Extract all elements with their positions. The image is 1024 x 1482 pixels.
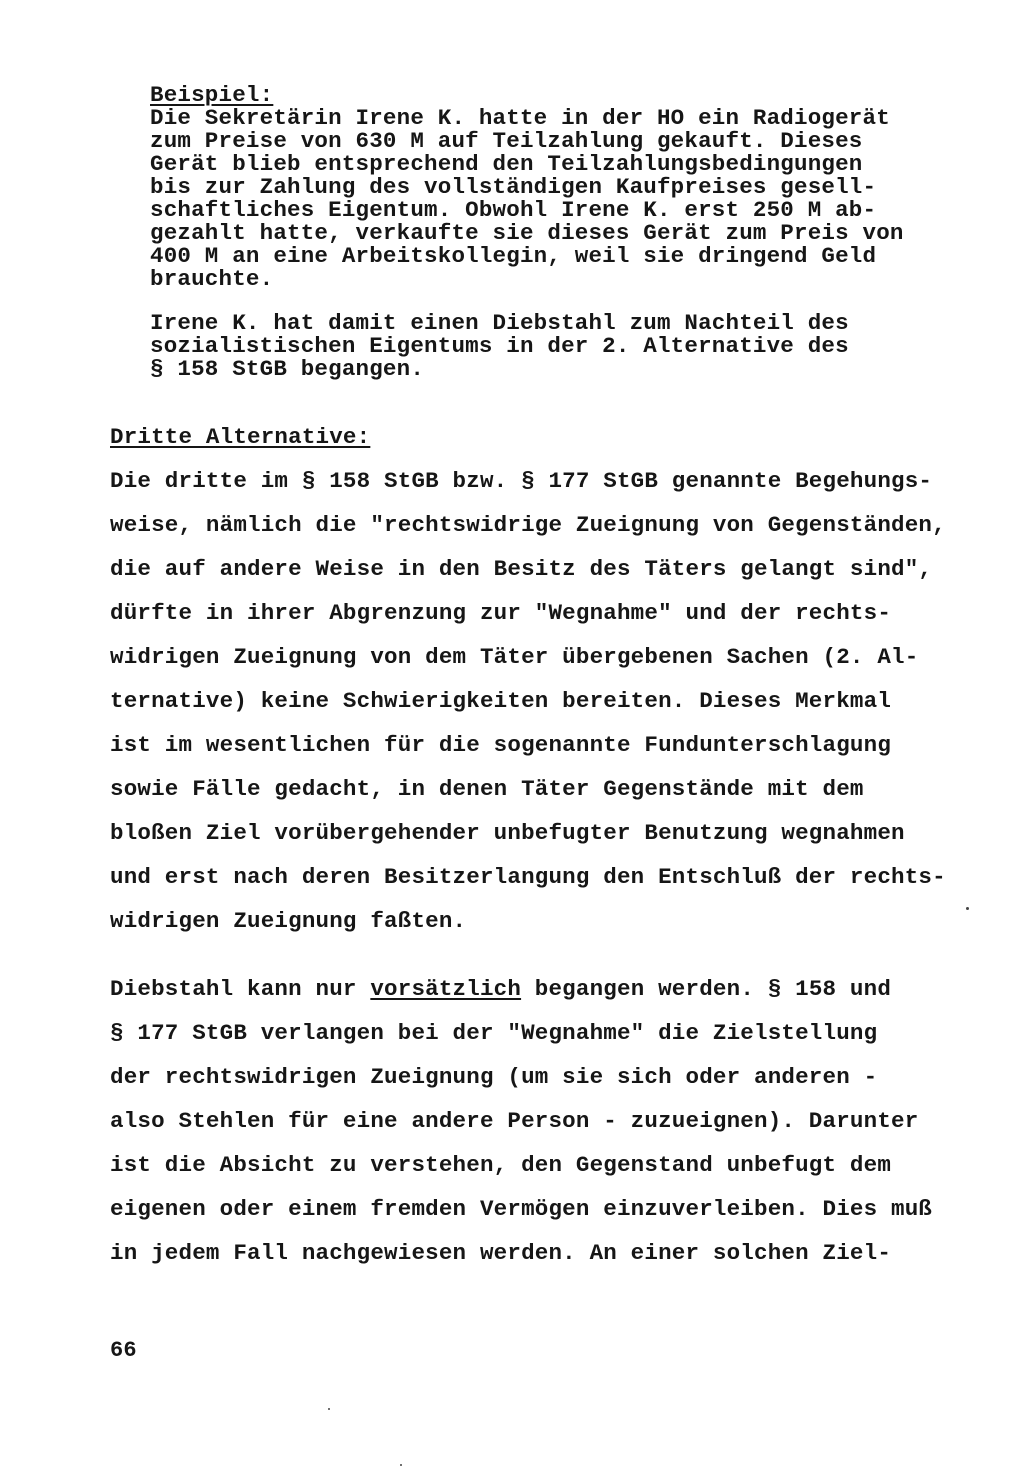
body-line: also Stehlen für eine andere Person - zuzueignen). Darunter xyxy=(110,1108,919,1134)
intent-text: Diebstahl kann nur xyxy=(110,976,371,1002)
scan-speckle xyxy=(966,907,969,910)
body-line: bloßen Ziel vorübergehender unbefugter Benutzung wegnahmen xyxy=(110,820,905,846)
body-line: ist die Absicht zu verstehen, den Gegenstand unbefugt dem xyxy=(110,1152,892,1178)
example-line: Gerät blieb entsprechend den Teilzahlungsbedingungen xyxy=(150,151,863,177)
body-line: der rechtswidrigen Zueignung (um sie sich oder anderen - xyxy=(110,1064,878,1090)
example-line: Die Sekretärin Irene K. hatte in der HO ein Radiogerät xyxy=(150,105,890,131)
example-conclusion-line: sozialistischen Eigentums in der 2. Alternative des xyxy=(150,333,849,359)
example-line: zum Preise von 630 M auf Teilzahlung gekauft. Dieses xyxy=(150,128,863,154)
section-heading: Dritte Alternative: xyxy=(110,424,371,450)
example-line: schaftliches Eigentum. Obwohl Irene K. erst 250 M ab- xyxy=(150,197,877,223)
body-line: ist im wesentlichen für die sogenannte Fundunterschlagung xyxy=(110,732,892,758)
intent-text: begangen werden. § 158 und xyxy=(521,976,892,1002)
body-line: widrigen Zueignung faßten. xyxy=(110,908,467,934)
emphasis-vorsaetzlich: vorsätzlich xyxy=(370,976,522,1002)
body-line: Die dritte im § 158 StGB bzw. § 177 StGB genannte Begehungs- xyxy=(110,468,933,494)
body-line: eigenen oder einem fremden Vermögen einzuverleiben. Dies muß xyxy=(110,1196,933,1222)
body-line: § 177 StGB verlangen bei der "Wegnahme" die Zielstellung xyxy=(110,1020,878,1046)
scan-speckle xyxy=(400,1464,402,1466)
body-line: in jedem Fall nachgewiesen werden. An einer solchen Ziel- xyxy=(110,1240,892,1266)
body-line: sowie Fälle gedacht, in denen Täter Gegenstände mit dem xyxy=(110,776,864,802)
example-line: gezahlt hatte, verkaufte sie dieses Gerät zum Preis von xyxy=(150,220,904,246)
intent-first-line xyxy=(110,976,891,1002)
example-conclusion-line: Irene K. hat damit einen Diebstahl zum Nachteil des xyxy=(150,310,849,336)
example-line: 400 M an eine Arbeitskollegin, weil sie dringend Geld xyxy=(150,243,877,269)
body-line: die auf andere Weise in den Besitz des Täters gelangt sind", xyxy=(110,556,933,582)
body-line: ternative) keine Schwierigkeiten bereiten. Dieses Merkmal xyxy=(110,688,892,714)
body-line: widrigen Zueignung von dem Täter übergebenen Sachen (2. Al- xyxy=(110,644,919,670)
body-line: und erst nach deren Besitzerlangung den Entschluß der rechts- xyxy=(110,864,946,890)
page-number: 66 xyxy=(110,1338,137,1363)
body-line: weise, nämlich die "rechtswidrige Zueignung von Gegenständen, xyxy=(110,512,946,538)
example-line: bis zur Zahlung des vollständigen Kaufpreises gesell- xyxy=(150,174,877,200)
example-conclusion-line: § 158 StGB begangen. xyxy=(150,356,425,382)
scan-speckle xyxy=(328,1408,330,1410)
body-line: dürfte in ihrer Abgrenzung zur "Wegnahme" und der rechts- xyxy=(110,600,892,626)
example-heading: Beispiel: xyxy=(150,82,274,108)
example-line: brauchte. xyxy=(150,266,274,292)
